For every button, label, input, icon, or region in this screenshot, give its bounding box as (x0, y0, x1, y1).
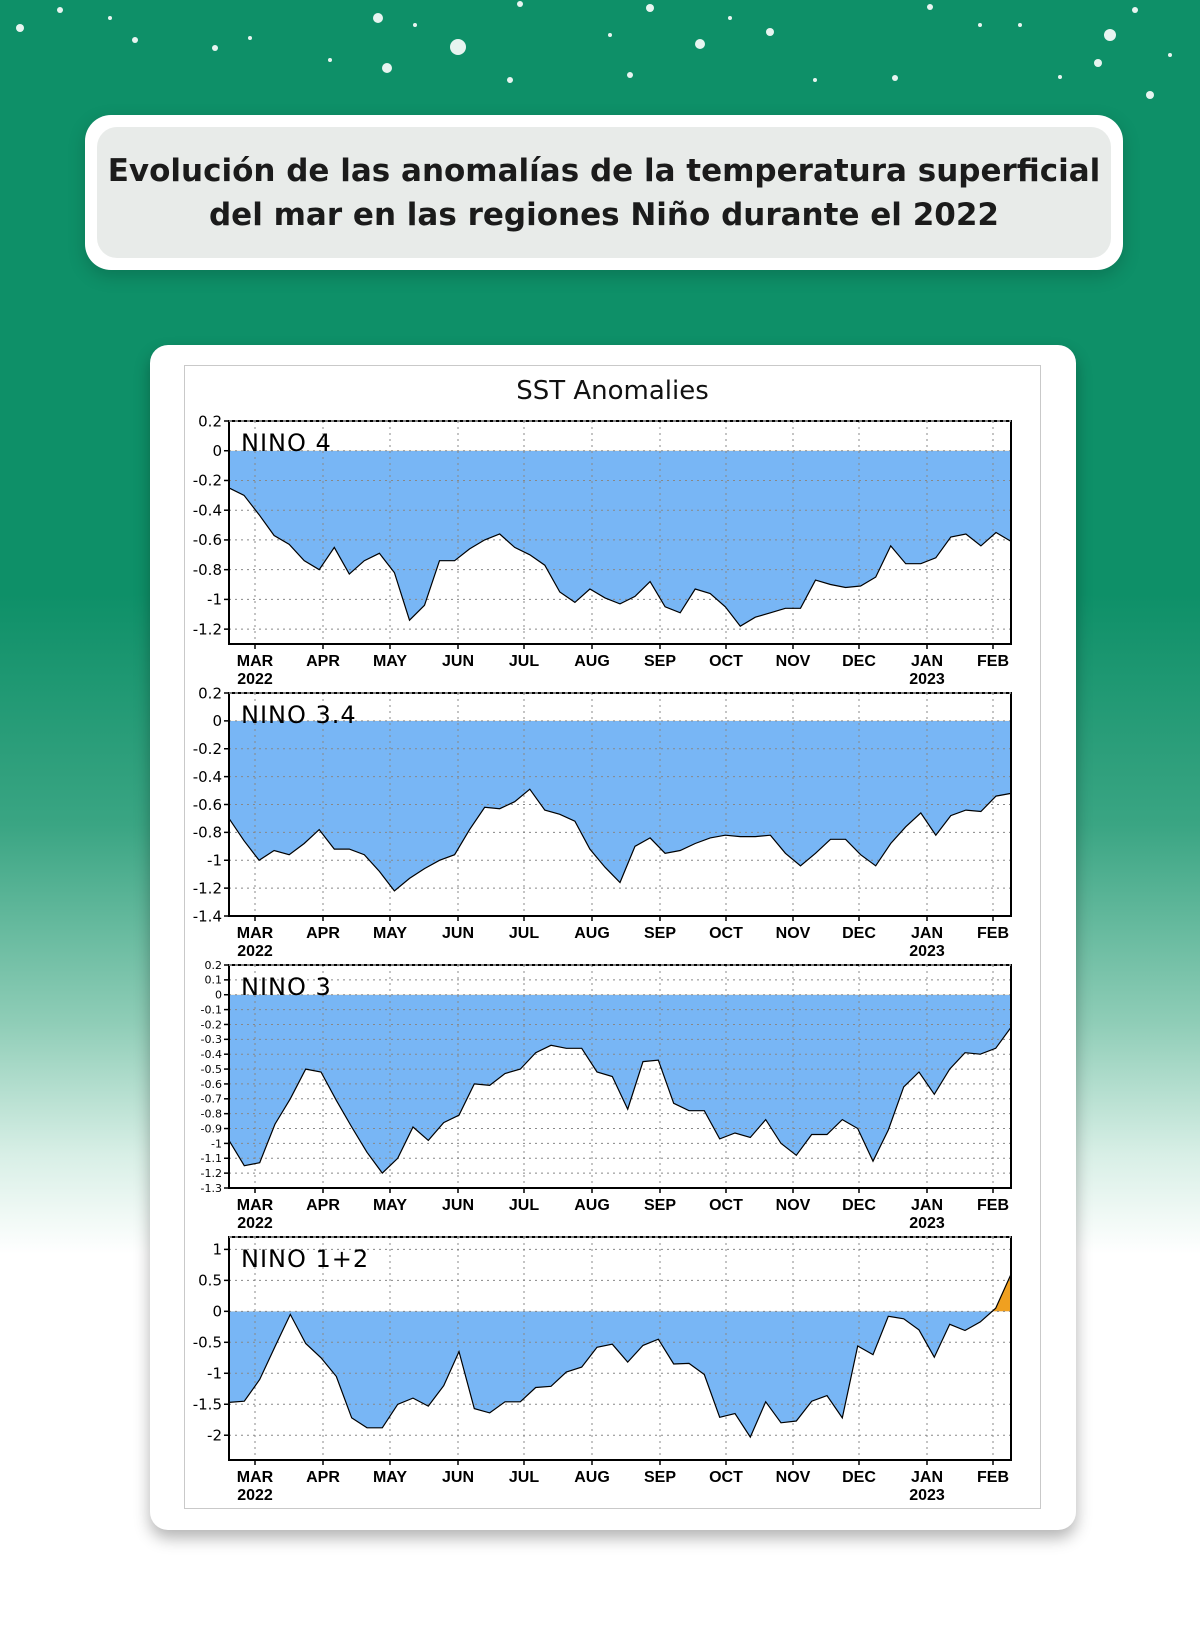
panel-nino-1-2 (193, 1237, 1011, 1504)
x-tick-label-month: JAN (910, 653, 944, 670)
y-tick-label: -0.6 (192, 531, 222, 550)
y-tick-label: 0.2 (204, 958, 222, 972)
y-tick-label: 1 (212, 1240, 222, 1259)
negative-anomaly-area (229, 721, 1011, 891)
panel-label: NINO 3.4 (241, 701, 357, 729)
star-20 (892, 75, 898, 81)
x-tick-label-month: SEP (643, 1469, 677, 1486)
y-tick-label: 0 (215, 988, 222, 1002)
x-tick-label-month: JUN (441, 1197, 475, 1214)
y-tick-label: -0.5 (192, 1333, 222, 1352)
x-tick-label-month: DEC (842, 1469, 876, 1486)
y-tick-label: -0.2 (200, 1018, 222, 1032)
x-tick-label-month: JUN (441, 653, 475, 670)
y-tick-label: -0.6 (200, 1077, 222, 1091)
star-21 (927, 4, 933, 10)
star-10 (450, 39, 466, 55)
title-panel (97, 127, 1111, 258)
star-28 (1146, 91, 1154, 99)
panel-nino-3 (201, 959, 1011, 1232)
x-tick-label-month: JAN (910, 925, 944, 942)
x-tick-label-month: JAN (910, 1197, 944, 1214)
x-tick-label-year: 2023 (909, 1487, 945, 1504)
panel-nino-4 (193, 412, 1011, 688)
x-tick-label-month: OCT (709, 925, 743, 942)
x-tick-label-month: NOV (775, 653, 811, 670)
star-24 (1058, 75, 1062, 79)
x-tick-label-month: NOV (775, 925, 811, 942)
y-tick-label: -1 (207, 1364, 222, 1383)
star-4 (212, 45, 218, 51)
x-tick-label-month: DEC (842, 1197, 876, 1214)
star-2 (108, 16, 112, 20)
star-16 (695, 39, 705, 49)
y-tick-label: -0.8 (192, 560, 222, 579)
y-tick-label: -0.8 (200, 1107, 222, 1121)
x-tick-label-month: APR (306, 925, 340, 942)
star-19 (813, 78, 817, 82)
star-11 (507, 77, 513, 83)
x-tick-label-month: AUG (574, 1197, 610, 1214)
x-tick-label-month: JUN (441, 925, 475, 942)
x-tick-label-month: FEB (977, 1197, 1009, 1214)
x-tick-label-year: 2023 (909, 1215, 945, 1232)
y-tick-label: -2 (207, 1426, 222, 1445)
chart-card (150, 345, 1076, 1530)
x-tick-label-year: 2023 (909, 671, 945, 688)
star-6 (328, 58, 332, 62)
page-title (108, 149, 1101, 237)
y-tick-label: -0.8 (192, 823, 222, 842)
title-card (85, 115, 1123, 270)
y-tick-label: -0.3 (200, 1033, 222, 1047)
y-tick-label: -0.4 (192, 767, 222, 786)
x-tick-label-month: FEB (977, 1469, 1009, 1486)
y-tick-label: 0.5 (198, 1271, 222, 1290)
x-tick-label-month: APR (306, 1469, 340, 1486)
y-tick-label: -1 (207, 851, 222, 870)
star-29 (1168, 53, 1172, 57)
y-tick-label: -0.5 (200, 1062, 222, 1076)
panel-label: NINO 1+2 (241, 1245, 370, 1273)
y-tick-label: -1.4 (192, 907, 222, 926)
x-tick-label-month: NOV (775, 1197, 811, 1214)
x-tick-label-month: APR (306, 653, 340, 670)
page-title-line-2: del mar en las regiones Niño durante el 2022 (208, 196, 999, 233)
star-3 (132, 37, 138, 43)
y-tick-label: 0 (212, 1302, 222, 1321)
y-tick-label: 0 (212, 441, 222, 460)
sst-anomalies-chart (185, 366, 1040, 1508)
negative-anomaly-area (229, 1274, 1011, 1437)
x-tick-label-year: 2022 (237, 671, 273, 688)
x-tick-label-year: 2022 (237, 943, 273, 960)
x-tick-label-month: JAN (910, 1469, 944, 1486)
x-tick-label-month: OCT (709, 1469, 743, 1486)
star-22 (978, 23, 982, 27)
x-tick-label-month: MAY (372, 1197, 408, 1214)
y-tick-label: 0 (212, 712, 222, 731)
chart-title: SST Anomalies (516, 376, 709, 406)
star-15 (646, 4, 654, 12)
x-tick-label-year: 2022 (237, 1215, 273, 1232)
panel-label: NINO 3 (241, 973, 332, 1001)
y-tick-label: -0.6 (192, 795, 222, 814)
y-tick-label: -1.2 (192, 620, 222, 639)
star-7 (373, 13, 383, 23)
y-tick-label: -1.5 (192, 1395, 222, 1414)
y-tick-label: 0.1 (204, 973, 222, 987)
panel-nino-3-4 (193, 684, 1011, 960)
x-tick-label-month: MAY (372, 925, 408, 942)
y-tick-label: -0.2 (192, 740, 222, 758)
star-9 (413, 23, 417, 27)
x-tick-label-year: 2022 (237, 1487, 273, 1504)
star-18 (766, 28, 774, 36)
star-27 (1132, 7, 1138, 13)
x-tick-label-month: JUL (508, 1197, 540, 1214)
x-tick-label-month: DEC (842, 925, 876, 942)
y-tick-label: -1 (207, 590, 222, 609)
y-tick-label: -0.4 (192, 501, 222, 520)
x-tick-label-month: SEP (643, 1197, 677, 1214)
x-tick-label-month: OCT (709, 653, 743, 670)
y-tick-label: -1.3 (200, 1181, 222, 1195)
star-12 (517, 1, 523, 7)
star-14 (627, 72, 633, 78)
y-tick-label: -0.2 (192, 471, 222, 490)
star-1 (57, 7, 63, 13)
y-tick-label: -0.9 (200, 1122, 222, 1136)
x-tick-label-month: DEC (842, 653, 876, 670)
x-tick-label-month: MAR (236, 1197, 274, 1214)
x-tick-label-month: OCT (709, 1197, 743, 1214)
star-5 (248, 36, 252, 40)
y-tick-label: -1.2 (200, 1166, 222, 1180)
x-tick-label-month: MAR (236, 925, 274, 942)
y-tick-label: -1.2 (192, 879, 222, 898)
y-tick-label: -0.4 (200, 1048, 222, 1062)
y-tick-label: -1.1 (200, 1152, 222, 1166)
x-tick-label-month: APR (306, 1197, 340, 1214)
x-tick-label-month: AUG (574, 1469, 610, 1486)
y-tick-label: 0.2 (198, 412, 222, 431)
x-tick-label-month: JUN (441, 1469, 475, 1486)
chart-frame (184, 365, 1041, 1509)
star-0 (16, 24, 24, 32)
x-tick-label-month: MAR (236, 653, 274, 670)
star-26 (1104, 29, 1116, 41)
starry-sky-decoration (0, 0, 1200, 130)
x-tick-label-month: JUL (508, 653, 540, 670)
star-23 (1018, 23, 1022, 27)
x-tick-label-month: FEB (977, 653, 1009, 670)
x-tick-label-month: NOV (775, 1469, 811, 1486)
x-tick-label-month: MAR (236, 1469, 274, 1486)
x-tick-label-year: 2023 (909, 943, 945, 960)
star-8 (382, 63, 392, 73)
star-25 (1094, 59, 1102, 67)
x-tick-label-month: JUL (508, 925, 540, 942)
x-tick-label-month: SEP (643, 653, 677, 670)
panel-label: NINO 4 (241, 429, 332, 457)
x-tick-label-month: AUG (574, 925, 610, 942)
x-tick-label-month: AUG (574, 653, 610, 670)
x-tick-label-month: MAY (372, 653, 408, 670)
star-13 (608, 33, 612, 37)
star-17 (728, 16, 732, 20)
y-tick-label: -0.1 (200, 1003, 222, 1017)
y-tick-label: 0.2 (198, 684, 222, 703)
y-tick-label: -1 (211, 1137, 222, 1151)
x-tick-label-month: MAY (372, 1469, 408, 1486)
x-tick-label-month: FEB (977, 925, 1009, 942)
x-tick-label-month: SEP (643, 925, 677, 942)
page-title-line-1: Evolución de las anomalías de la temperatura superficial (107, 152, 1101, 189)
x-tick-label-month: JUL (508, 1469, 540, 1486)
y-tick-label: -0.7 (200, 1092, 222, 1106)
